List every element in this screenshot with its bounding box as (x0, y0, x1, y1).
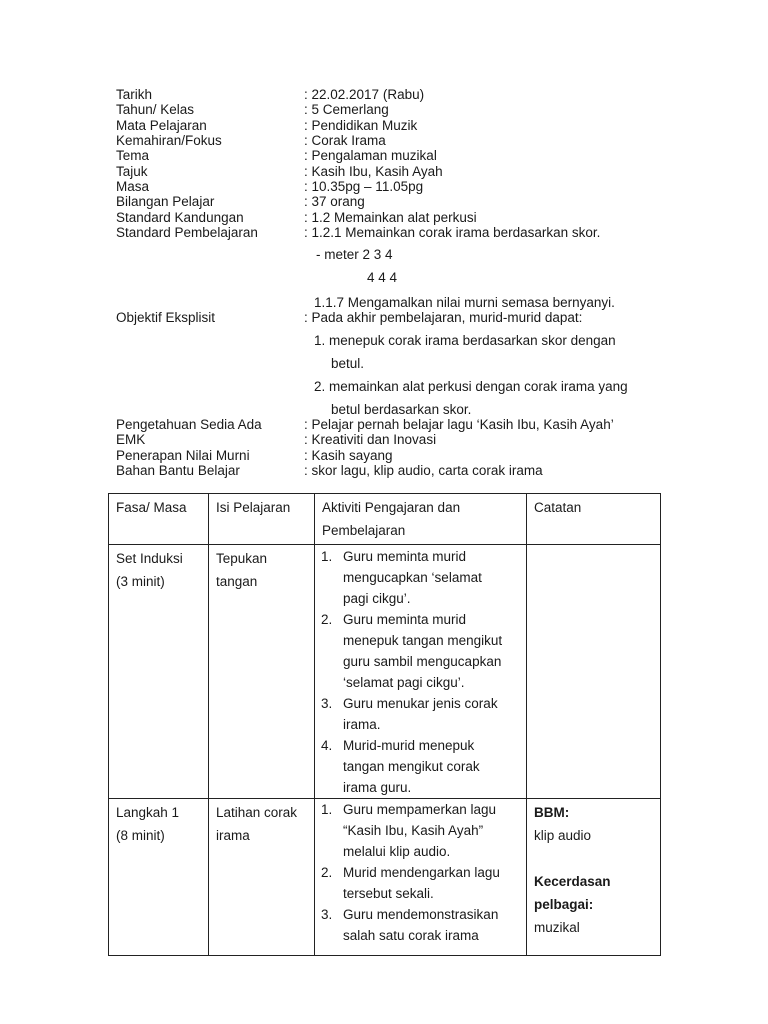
list-item-line: tersebut sekali. (343, 886, 434, 901)
value-bahan-bantu: : skor lagu, klip audio, carta corak irama (304, 463, 543, 478)
row1-catatan-text (527, 545, 660, 549)
row2-isi-line-2: irama (216, 828, 250, 843)
list-item-number: 3. (321, 907, 333, 922)
list-item-line: Guru mendemonstrasikan (343, 907, 499, 922)
objektif-item-2-cont: betul berdasarkan skor. (331, 402, 472, 417)
list-item-number: 1. (321, 549, 333, 564)
header-catatan (527, 494, 661, 545)
header-aktiviti-line-2: Pembelajaran (322, 523, 406, 538)
row1-masa-text: (3 minit) (116, 574, 165, 589)
value-standard-pembelajaran: : 1.2.1 Memainkan corak irama berdasarkan skor. (304, 225, 601, 240)
header-fasa-masa (109, 494, 209, 545)
list-item-line: Guru meminta murid (343, 612, 467, 627)
list-item-line: melalui klip audio. (343, 844, 451, 859)
value-tajuk: : Kasih Ibu, Kasih Ayah (304, 164, 443, 179)
list-item-line: mengucapkan ‘selamat (343, 570, 482, 585)
header-isi-pelajaran (209, 494, 315, 545)
table-header-row (109, 494, 661, 545)
row1-catatan (527, 545, 661, 799)
list-item (315, 799, 526, 862)
list-item-line: Murid mendengarkan lagu (343, 865, 500, 880)
list-item-number: 1. (321, 802, 333, 817)
list-item-line: tangan mengikut corak (343, 759, 480, 774)
label-objektif: Objektif Eksplisit (116, 310, 216, 325)
row2-fasa (109, 799, 209, 956)
objektif-item-2: 2. memainkan alat perkusi dengan corak irama yang (314, 379, 628, 394)
header-fasa-masa-text: Fasa/ Masa (116, 500, 187, 515)
list-item (315, 904, 526, 946)
row1-fasa (109, 545, 209, 799)
row2-aktiviti (315, 799, 527, 956)
list-item-line: guru sambil mengucapkan (343, 654, 502, 669)
label-kemahiran: Kemahiran/Fokus (116, 133, 222, 148)
row2-isi (209, 799, 315, 956)
bbm-label: BBM: (534, 805, 570, 820)
kecerdasan-value: muzikal (534, 920, 580, 935)
value-objektif: : Pada akhir pembelajaran, murid-murid dapat: (304, 310, 583, 325)
value-tema: : Pengalaman muzikal (304, 148, 437, 163)
header-isi-pelajaran-text: Isi Pelajaran (216, 500, 291, 515)
label-nilai-murni: Penerapan Nilai Murni (116, 448, 250, 463)
list-item-line: Guru mempamerkan lagu (343, 802, 497, 817)
list-item (315, 693, 526, 735)
standard-117: 1.1.7 Mengamalkan nilai murni semasa bernyanyi. (314, 295, 615, 310)
label-tarikh: Tarikh (116, 87, 153, 102)
label-tajuk: Tajuk (116, 164, 148, 179)
table-row (109, 799, 661, 956)
list-item-number: 2. (321, 612, 333, 627)
list-item-number: 2. (321, 865, 333, 880)
list-item (315, 735, 526, 798)
value-pengetahuan: : Pelajar pernah belajar lagu ‘Kasih Ibu, Kasih Ayah’ (304, 417, 614, 432)
list-item-line: Guru menukar jenis corak (343, 696, 498, 711)
value-tarikh: : 22.02.2017 (Rabu) (304, 87, 425, 102)
value-bilangan-pelajar: : 37 orang (304, 194, 365, 209)
list-item-line: ‘selamat pagi cikgu’. (343, 675, 465, 690)
label-mata-pelajaran: Mata Pelajaran (116, 118, 207, 133)
value-masa: : 10.35pg – 11.05pg (304, 179, 424, 194)
value-nilai-murni: : Kasih sayang (304, 448, 393, 463)
label-tema: Tema (116, 148, 150, 163)
row2-isi-line-1: Latihan corak (216, 805, 298, 820)
meter-denominators: 4 4 4 (367, 270, 398, 285)
list-item-number: 3. (321, 696, 333, 711)
value-kemahiran: : Corak Irama (304, 133, 386, 148)
row1-fasa-text: Set Induksi (116, 551, 183, 566)
label-standard-pembelajaran: Standard Pembelajaran (116, 225, 258, 240)
lesson-table (108, 493, 661, 956)
header-aktiviti-line-1: Aktiviti Pengajaran dan (322, 500, 461, 515)
meter-line: - meter 2 3 4 (316, 247, 393, 262)
row2-fasa-text: Langkah 1 (116, 805, 180, 820)
table-row (109, 545, 661, 799)
label-emk: EMK (116, 432, 146, 447)
kecerdasan-label-line-2: pelbagai: (534, 897, 594, 912)
list-item (315, 862, 526, 904)
row1-isi-line-1: Tepukan (216, 551, 268, 566)
row1-aktiviti (315, 545, 527, 799)
list-item (315, 546, 526, 609)
kecerdasan-label-line-1: Kecerdasan (534, 874, 611, 889)
header-catatan-text: Catatan (534, 500, 582, 515)
value-standard-kandungan: : 1.2 Memainkan alat perkusi (304, 210, 477, 225)
list-item-line: “Kasih Ibu, Kasih Ayah” (343, 823, 484, 838)
label-pengetahuan: Pengetahuan Sedia Ada (116, 417, 262, 432)
label-masa: Masa (116, 179, 150, 194)
value-tahun-kelas: : 5 Cemerlang (304, 102, 389, 117)
list-item-number: 4. (321, 738, 333, 753)
row2-masa-text: (8 minit) (116, 828, 165, 843)
objektif-item-1: 1. menepuk corak irama berdasarkan skor dengan (314, 333, 616, 348)
label-bilangan-pelajar: Bilangan Pelajar (116, 194, 215, 209)
header-aktiviti (315, 494, 527, 545)
list-item-line: salah satu corak irama (343, 928, 479, 943)
row2-catatan (527, 799, 661, 956)
value-mata-pelajaran: : Pendidikan Muzik (304, 118, 418, 133)
value-emk: : Kreativiti dan Inovasi (304, 432, 437, 447)
label-tahun-kelas: Tahun/ Kelas (116, 102, 195, 117)
bbm-value: klip audio (534, 828, 592, 843)
objektif-item-1-cont: betul. (331, 356, 365, 371)
list-item-line: irama guru. (343, 780, 412, 795)
row1-isi (209, 545, 315, 799)
list-item-line: menepuk tangan mengikut (343, 633, 503, 648)
label-bahan-bantu: Bahan Bantu Belajar (116, 463, 240, 478)
label-standard-kandungan: Standard Kandungan (116, 210, 244, 225)
list-item-line: irama. (343, 717, 381, 732)
list-item-line: pagi cikgu’. (343, 591, 411, 606)
list-item-line: Murid-murid menepuk (343, 738, 475, 753)
row1-isi-line-2: tangan (216, 574, 258, 589)
list-item-line: Guru meminta murid (343, 549, 467, 564)
list-item (315, 609, 526, 693)
